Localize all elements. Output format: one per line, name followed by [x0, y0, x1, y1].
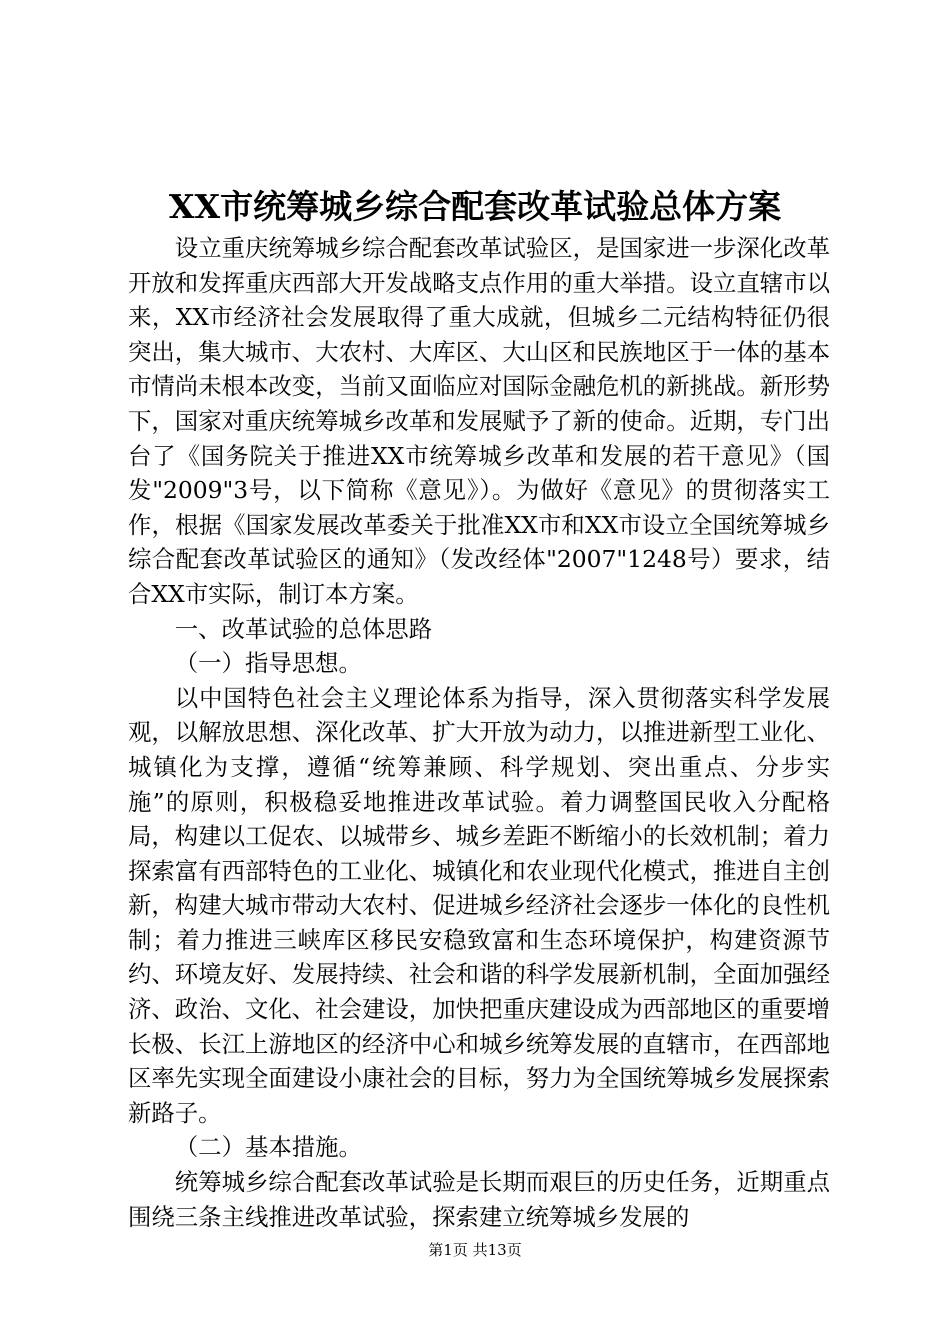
page-number-footer: 第1页 共13页 — [428, 1241, 522, 1259]
document-title: XX市统筹城乡综合配套改革试验总体方案 — [168, 187, 782, 226]
intro-paragraph: 设立重庆统筹城乡综合配套改革试验区，是国家进一步深化改革开放和发挥重庆西部大开发战略支点作用的重大举措。设立直辖市以来，XX市经济社会发展取得了重大成就，但城乡二元结构特征仍很突出，集大城市、大农村、大库区、大山区和民族地区于一体的基本市情尚未根本改变，当前又面临应对国际金融危机的新挑战。新形势下，国家对重庆统筹城乡改革和发展赋予了新的使命。近期，专门出台了《国务院关于推进XX市统筹城乡改革和发展的若干意见》（国发"2009"3号，以下简称《意见》）。为做好《意见》的贯彻落实工作，根据《国家发展改革委关于批准XX市和XX市设立全国统筹城乡综合配套改革试验区的通知》（发改经体"2007"1248号）要求，结合XX市实际，制订本方案。 — [128, 234, 830, 608]
basic-measures-paragraph: 统筹城乡综合配套改革试验是长期而艰巨的历史任务，近期重点围绕三条主线推进改革试验，探索建立统筹城乡发展的 — [128, 1168, 830, 1231]
subsection-heading-basic-measures: （二）基本措施。 — [174, 1133, 362, 1162]
section-heading-overall-approach: 一、改革试验的总体思路 — [174, 614, 433, 643]
document-body — [128, 231, 830, 1234]
subsection-heading-guiding-ideology: （一）指导思想。 — [174, 649, 362, 678]
guiding-ideology-paragraph: 以中国特色社会主义理论体系为指导，深入贯彻落实科学发展观，以解放思想、深化改革、扩大开放为动力，以推进新型工业化、城镇化为支撑，遵循“统筹兼顾、科学规划、突出重点、分步实施”的原则，积极稳妥地推进改革试验。着力调整国民收入分配格局，构建以工促农、以城带乡、城乡差距不断缩小的长效机制；着力探索富有西部特色的工业化、城镇化和农业现代化模式，推进自主创新，构建大城市带动大农村、促进城乡经济社会逐步一体化的良性机制；着力推进三峡库区移民安稳致富和生态环境保护，构建资源节约、环境友好、发展持续、社会和谐的科学发展新机制，全面加强经济、政治、文化、社会建设，加快把重庆建设成为西部地区的重要增长极、长江上游地区的经济中心和城乡统筹发展的直辖市，在西部地区率先实现全面建设小康社会的目标，努力为全国统筹城乡发展探索新路子。 — [128, 683, 830, 1127]
